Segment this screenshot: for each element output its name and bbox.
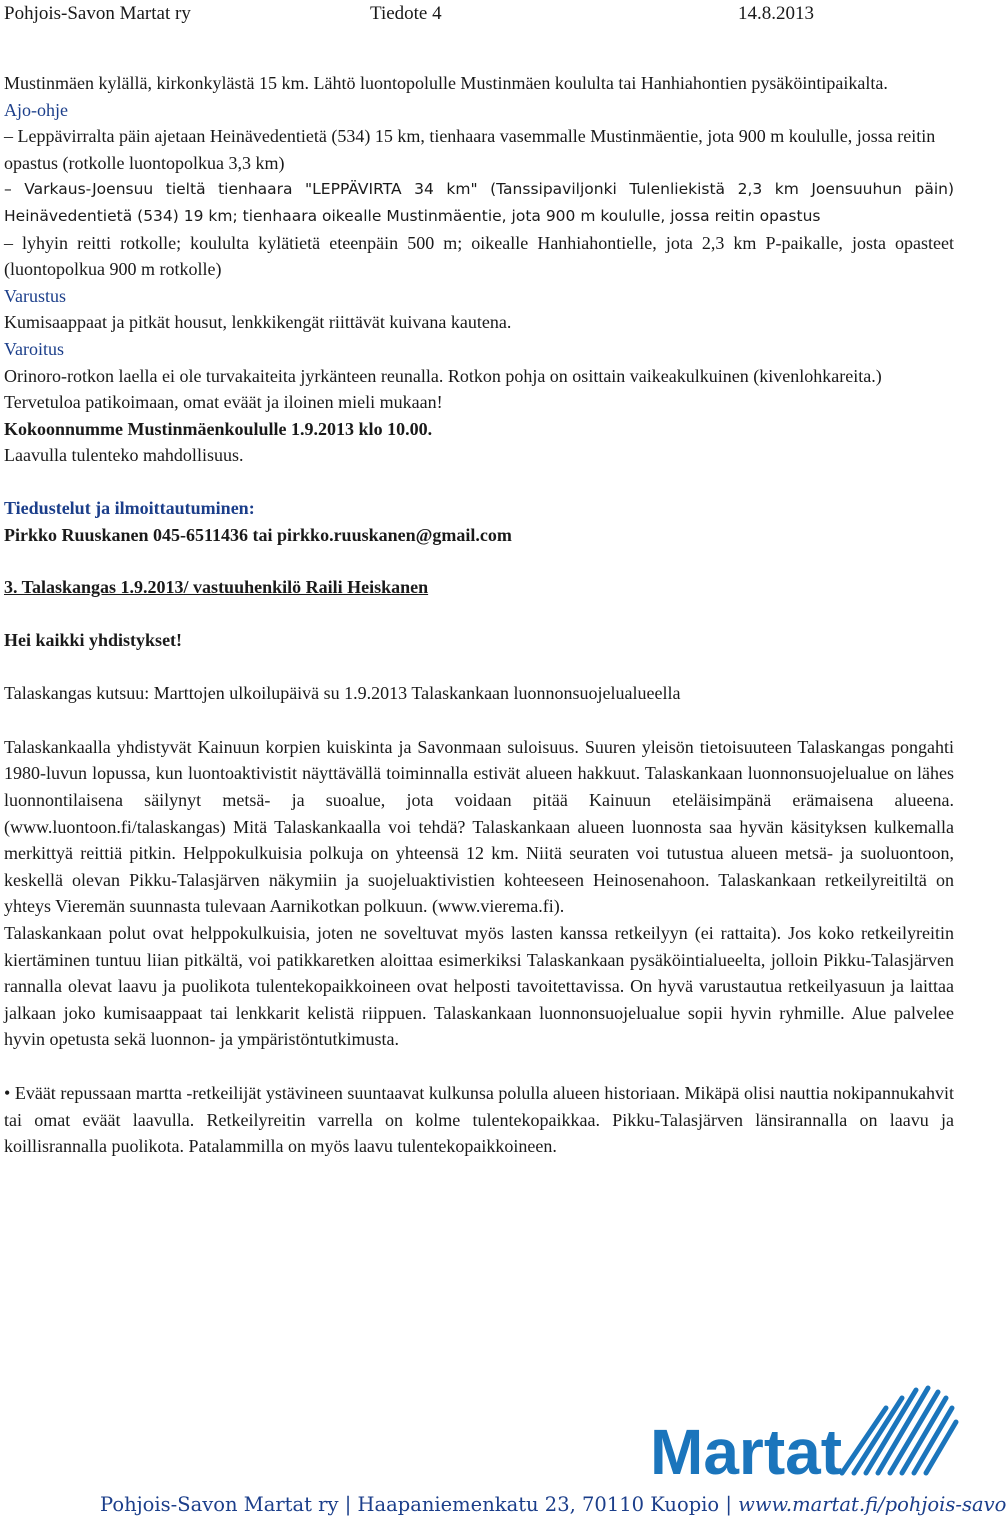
footer-org: Pohjois-Savon Martat ry	[100, 1493, 339, 1516]
route-heading: Ajo-ohje	[4, 99, 68, 120]
footer-separator: |	[344, 1493, 352, 1516]
header-date: 14.8.2013	[738, 3, 814, 24]
martat-logo	[648, 1378, 958, 1488]
invite-text: Talaskangas kutsuu: Marttojen ulkoilupäivä su 1.9.2013 Talaskankaan luonnonsuojelualueella	[4, 683, 681, 704]
bullet-paragraph: • Eväät repussaan martta -retkeilijät ystävineen suuntaavat kulkunsa polulla alueen historiaan. Mikäpä olisi nauttia nokipannukahvit tai omat eväät laavulla. Retkeilyreitin varrella on kolme tulentekopaikkaa. Pikku-Talasjärven länsirannalla on laavu ja koillisrannalla puolikota. Patalammilla on myös laavu tulentekopaikkoineen.	[4, 1083, 954, 1157]
page-header	[4, 2, 954, 26]
warning-text: Orinoro-rotkon laella ei ole turvakaiteita jyrkänteen reunalla. Rotkon pohja on osittain vaikeakulkuinen (kivenlohkareita.)	[4, 365, 882, 386]
greeting-text: Hei kaikki yhdistykset!	[4, 629, 183, 650]
header-org: Pohjois-Savon Martat ry	[4, 3, 191, 24]
document-body	[4, 70, 954, 1160]
footer-url[interactable]: www.martat.fi/pohjois-savo	[738, 1493, 1006, 1516]
footer-address: Haapaniemenkatu 23, 70110 Kuopio	[357, 1493, 720, 1516]
logo-mark-icon	[842, 1388, 956, 1473]
logo-text: Martat	[650, 1416, 843, 1488]
page-footer	[100, 1491, 1006, 1519]
talaskangas-paragraph-1: Talaskankaalla yhdistyvät Kainuun korpien kuiskinta ja Savonmaan suloisuus. Suuren yleisön tietoisuuteen Talaskangas pongahti 1980-luvun lopussa, kun luontoaktivistit näyttävällä toiminnalla estivät alueen hakkuut. Talaskankaan luonnonsuojelualue on lähes luonnontilaisena säilynyt metsä- ja suoalue, jota voidaan pitää Kainuun eteläisimpänä erämaisena alueena. (www.luontoon.fi/talaskangas) Mitä Talaskankaalla voi tehdä? Talaskankaan alueen luonnosta saa hyvän käsityksen kulkemalla merkittyä reittiä pitkin. Helppokulkuisia polkuja on yhteensä 12 km. Niitä seuraten voi tutustua alueen metsä- ja suoluontoon, keskellä olevan Pikku-Talasjärven näkymiin ja suojeluaktivistien kohteeseen Heinosenahoon. Talaskankaan retkeilyreitiltä on yhteys Vieremän suunnasta tulevaan Aarnikotkan polkuun. (www.vierema.fi).	[4, 736, 954, 917]
route-varkaus: – Varkaus-Joensuu tieltä tienhaara "LEPPÄVIRTA 34 km" (Tanssipaviljonki Tulenliekistä 2,3 km Joensuuhun päin) Heinävedentietä (534) 19 km; tienhaara oikealle Mustinmäentie, jota 900 m koululle, jossa reitin opastus	[4, 180, 954, 225]
meeting-text: Kokoonnumme Mustinmäenkoululle 1.9.2013 klo 10.00.	[4, 418, 433, 439]
contact-text: Pirkko Ruuskanen 045-6511436 tai pirkko.ruuskanen@gmail.com	[4, 524, 512, 545]
gear-heading: Varustus	[4, 285, 66, 306]
warning-heading: Varoitus	[4, 338, 64, 359]
section3-heading: 3. Talaskangas 1.9.2013/ vastuuhenkilö Raili Heiskanen	[4, 577, 429, 598]
route-leppavirta: – Leppävirralta päin ajetaan Heinävedentietä (534) 15 km, tienhaara vasemmalle Mustinmäentie, jota 900 m koululle, jossa reitin opastus (rotkolle luontopolkua 3,3 km)	[4, 126, 936, 173]
welcome-text: Tervetuloa patikoimaan, omat eväät ja iloinen mieli mukaan!	[4, 392, 443, 413]
campfire-text: Laavulla tulenteko mahdollisuus.	[4, 445, 244, 466]
header-doc: Tiedote 4	[370, 3, 442, 24]
location-text: Mustinmäen kylällä, kirkonkylästä 15 km. Lähtö luontopolulle Mustinmäen koululta tai Hanhiahontien pysäköintipaikalta.	[4, 73, 888, 93]
talaskangas-paragraph-2: Talaskankaan polut ovat helppokulkuisia, joten ne soveltuvat myös lasten kanssa retkeilyyn (ei rattaita). Jos koko retkeilyreitin kiertäminen tuntuu liian pitkältä, voi patikkaretken aloittaa esimerkiksi Talaskankaan pysäköintialueelta, jolloin Pikku-Talasjärven rannalla olevat laavu ja puolikota tulentekopaikkoineen ovat helposti tavoitettavissa. On hyvä varustautua retkeilyasuun ja laittaa jalkaan joko kumisaappaat tai lenkkarit kelistä riippuen. Talaskankaan luonnonsuojelualue sopii hyvin ryhmille. Alue palvelee hyvin opetusta sekä luonnon- ja ympäristöntutkimusta.	[4, 923, 954, 1050]
route-short: – lyhyin reitti rotkolle; koululta kylätietä eteenpäin 500 m; oikealle Hanhiahontielle, jota 2,3 km P-paikalle, josta opasteet (luontopolkua 900 m rotkolle)	[4, 232, 954, 280]
contact-heading: Tiedustelut ja ilmoittautuminen:	[4, 497, 255, 518]
footer-separator: |	[725, 1493, 732, 1516]
gear-text: Kumisaappaat ja pitkät housut, lenkkikengät riittävät kuivana kautena.	[4, 312, 512, 333]
